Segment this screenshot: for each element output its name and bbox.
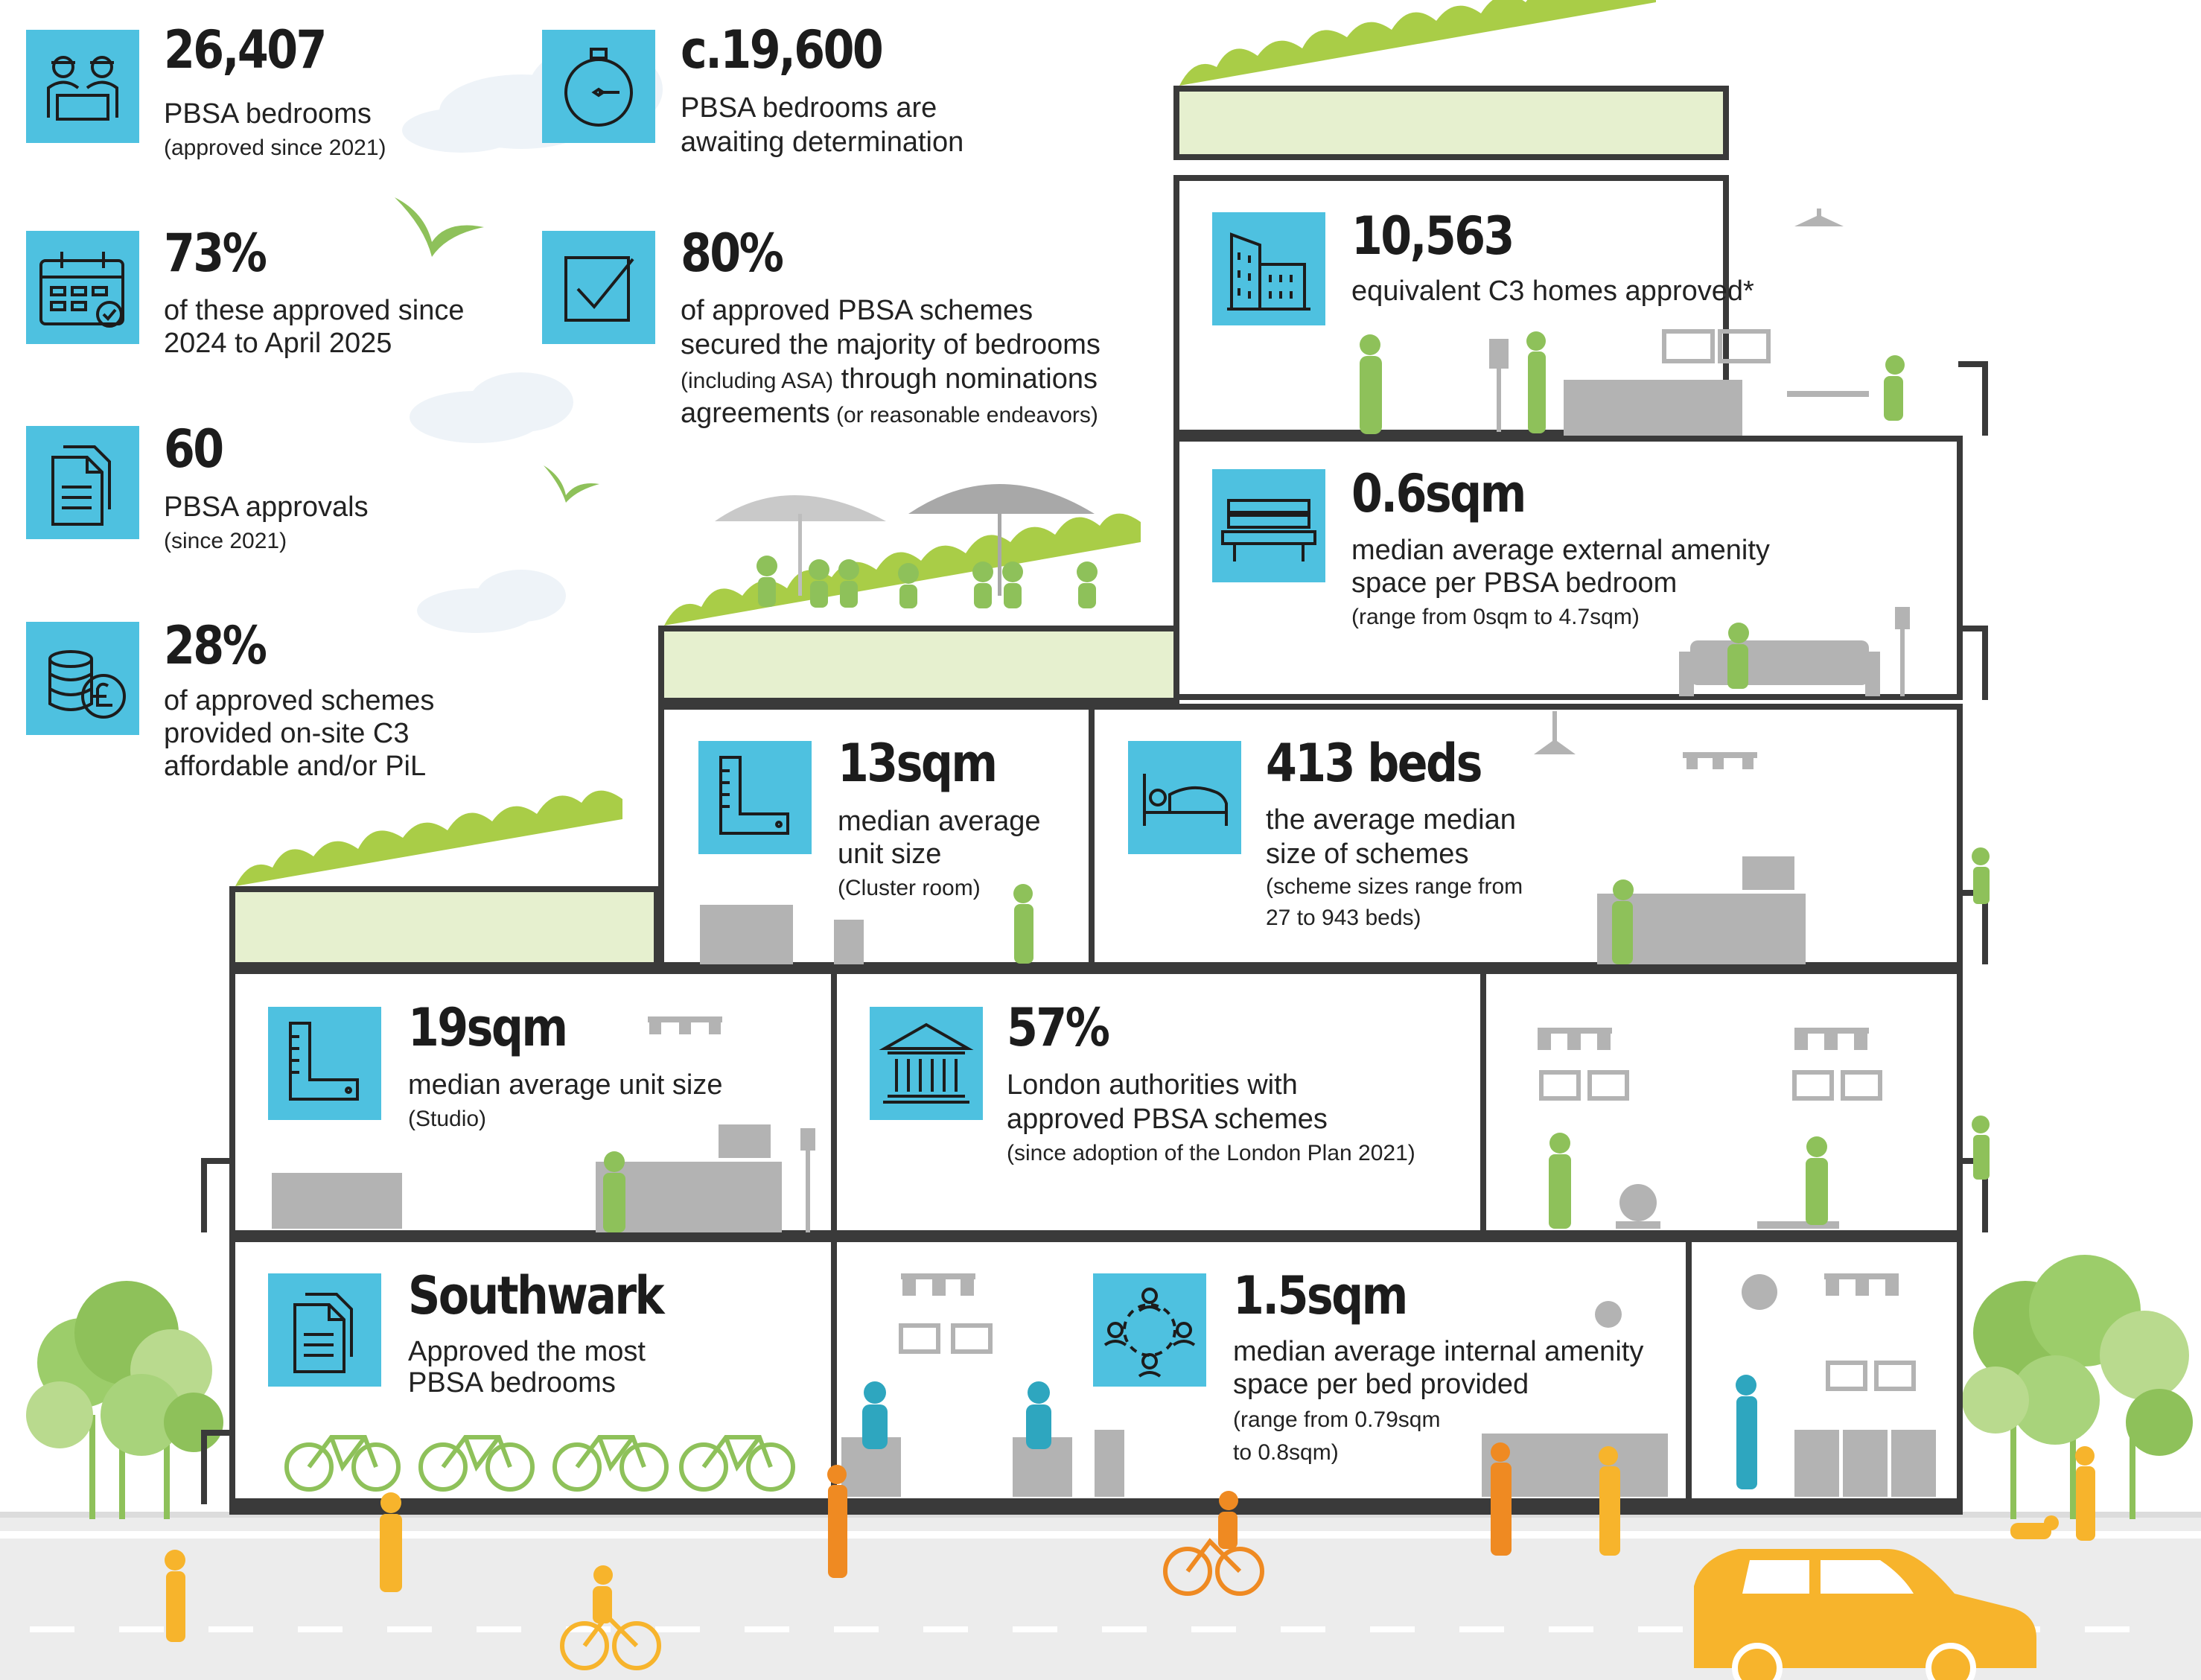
stat-cluster-size-line3: (Cluster room) [838, 876, 981, 900]
stat-nominations-line4-text: agreements [681, 398, 830, 429]
stat-c3-homes-value: 10,563 [1351, 206, 1513, 267]
buildings-icon [1212, 212, 1325, 325]
stat-affordable-line1: of approved schemes [164, 685, 435, 716]
stat-bedrooms-approved-label: PBSA bedrooms [164, 98, 372, 130]
stat-nominations-line3-text: through nominations [833, 363, 1098, 395]
stat-scheme-size-line1: the average median [1266, 804, 1516, 836]
stat-awaiting-line1: PBSA bedrooms are [681, 92, 937, 124]
stat-nominations-line3 [681, 362, 1098, 398]
stat-c3-homes-label: equivalent C3 homes approved* [1351, 276, 1754, 307]
stat-internal-amenity-value: 1.5sqm [1233, 1265, 1407, 1326]
stat-scheme-size-line4: 27 to 943 beds) [1266, 906, 1421, 930]
checkbox-icon [542, 231, 655, 344]
stat-southwark-line1: Approved the most [408, 1336, 646, 1367]
stat-awaiting-line2: awaiting determination [681, 127, 964, 158]
documents-icon [268, 1273, 381, 1387]
stat-internal-amenity-line4: to 0.8sqm) [1233, 1440, 1339, 1465]
stat-london-authorities-line3: (since adoption of the London Plan 2021) [1007, 1141, 1415, 1165]
stat-london-authorities-line1: London authorities with [1007, 1069, 1298, 1101]
documents-icon [26, 426, 139, 539]
bicycles [287, 1437, 793, 1489]
stat-external-amenity-line1: median average external amenity [1351, 535, 1770, 566]
stat-london-authorities-value: 57% [1007, 997, 1109, 1058]
stat-external-amenity-line2: space per PBSA bedroom [1351, 567, 1678, 599]
stat-approvals-line1: PBSA approvals [164, 491, 369, 523]
civic-building-icon [870, 1007, 983, 1120]
stat-nominations-line4-note: (or reasonable endeavors) [829, 403, 1098, 427]
coins-pound-icon [26, 622, 139, 735]
stat-external-amenity-line3: (range from 0sqm to 4.7sqm) [1351, 605, 1640, 629]
stat-nominations-value: 80% [681, 223, 783, 284]
stat-percent-2024-value: 73% [164, 223, 266, 284]
stat-bedrooms-approved-value: 26,407 [164, 19, 325, 80]
stat-affordable-value: 28% [164, 615, 266, 676]
floor-plan-icon [698, 741, 812, 854]
stat-studio-size-value: 19sqm [408, 997, 567, 1058]
stat-nominations-line4 [681, 396, 1098, 433]
stat-scheme-size-line3: (scheme sizes range from [1266, 874, 1523, 899]
stat-external-amenity-value: 0.6sqm [1351, 463, 1525, 524]
stat-percent-2024-line2: 2024 to April 2025 [164, 328, 392, 359]
bench-icon [1212, 469, 1325, 582]
bed-icon [1128, 741, 1241, 854]
stat-awaiting-value: c.19,600 [681, 19, 882, 80]
stat-southwark-line2: PBSA bedrooms [408, 1367, 616, 1399]
stat-approvals-value: 60 [164, 419, 223, 480]
workers-plan-icon [26, 30, 139, 143]
stat-nominations-line3-note: (including ASA) [681, 369, 834, 393]
stat-internal-amenity-line2: space per bed provided [1233, 1369, 1529, 1400]
stat-bedrooms-approved-note: (approved since 2021) [164, 136, 386, 160]
calendar-icon [26, 231, 139, 344]
stat-approvals-line2: (since 2021) [164, 529, 287, 553]
stat-southwark-value: Southwark [408, 1265, 663, 1326]
stat-studio-size-line2: (Studio) [408, 1107, 487, 1131]
stat-affordable-line3: affordable and/or PiL [164, 751, 427, 782]
stat-affordable-line2: provided on-site C3 [164, 718, 410, 749]
stat-scheme-size-value: 413 beds [1266, 733, 1481, 794]
stat-cluster-size-value: 13sqm [838, 733, 996, 794]
car [1694, 1549, 2036, 1680]
stat-cluster-size-line1: median average [838, 806, 1041, 837]
stat-scheme-size-line2: size of schemes [1266, 839, 1469, 870]
floor-plan-icon [268, 1007, 381, 1120]
stat-internal-amenity-line1: median average internal amenity [1233, 1336, 1644, 1367]
stat-studio-size-line1: median average unit size [408, 1069, 723, 1101]
stat-nominations-line2: secured the majority of bedrooms [681, 329, 1100, 360]
stat-cluster-size-line2: unit size [838, 839, 942, 870]
stat-internal-amenity-line3: (range from 0.79sqm [1233, 1407, 1441, 1432]
stat-nominations-line1: of approved PBSA schemes [681, 295, 1033, 326]
stat-percent-2024-line1: of these approved since [164, 295, 465, 326]
people-circle-icon [1093, 1273, 1206, 1387]
stat-london-authorities-line2: approved PBSA schemes [1007, 1104, 1328, 1135]
stopwatch-icon [542, 30, 655, 143]
